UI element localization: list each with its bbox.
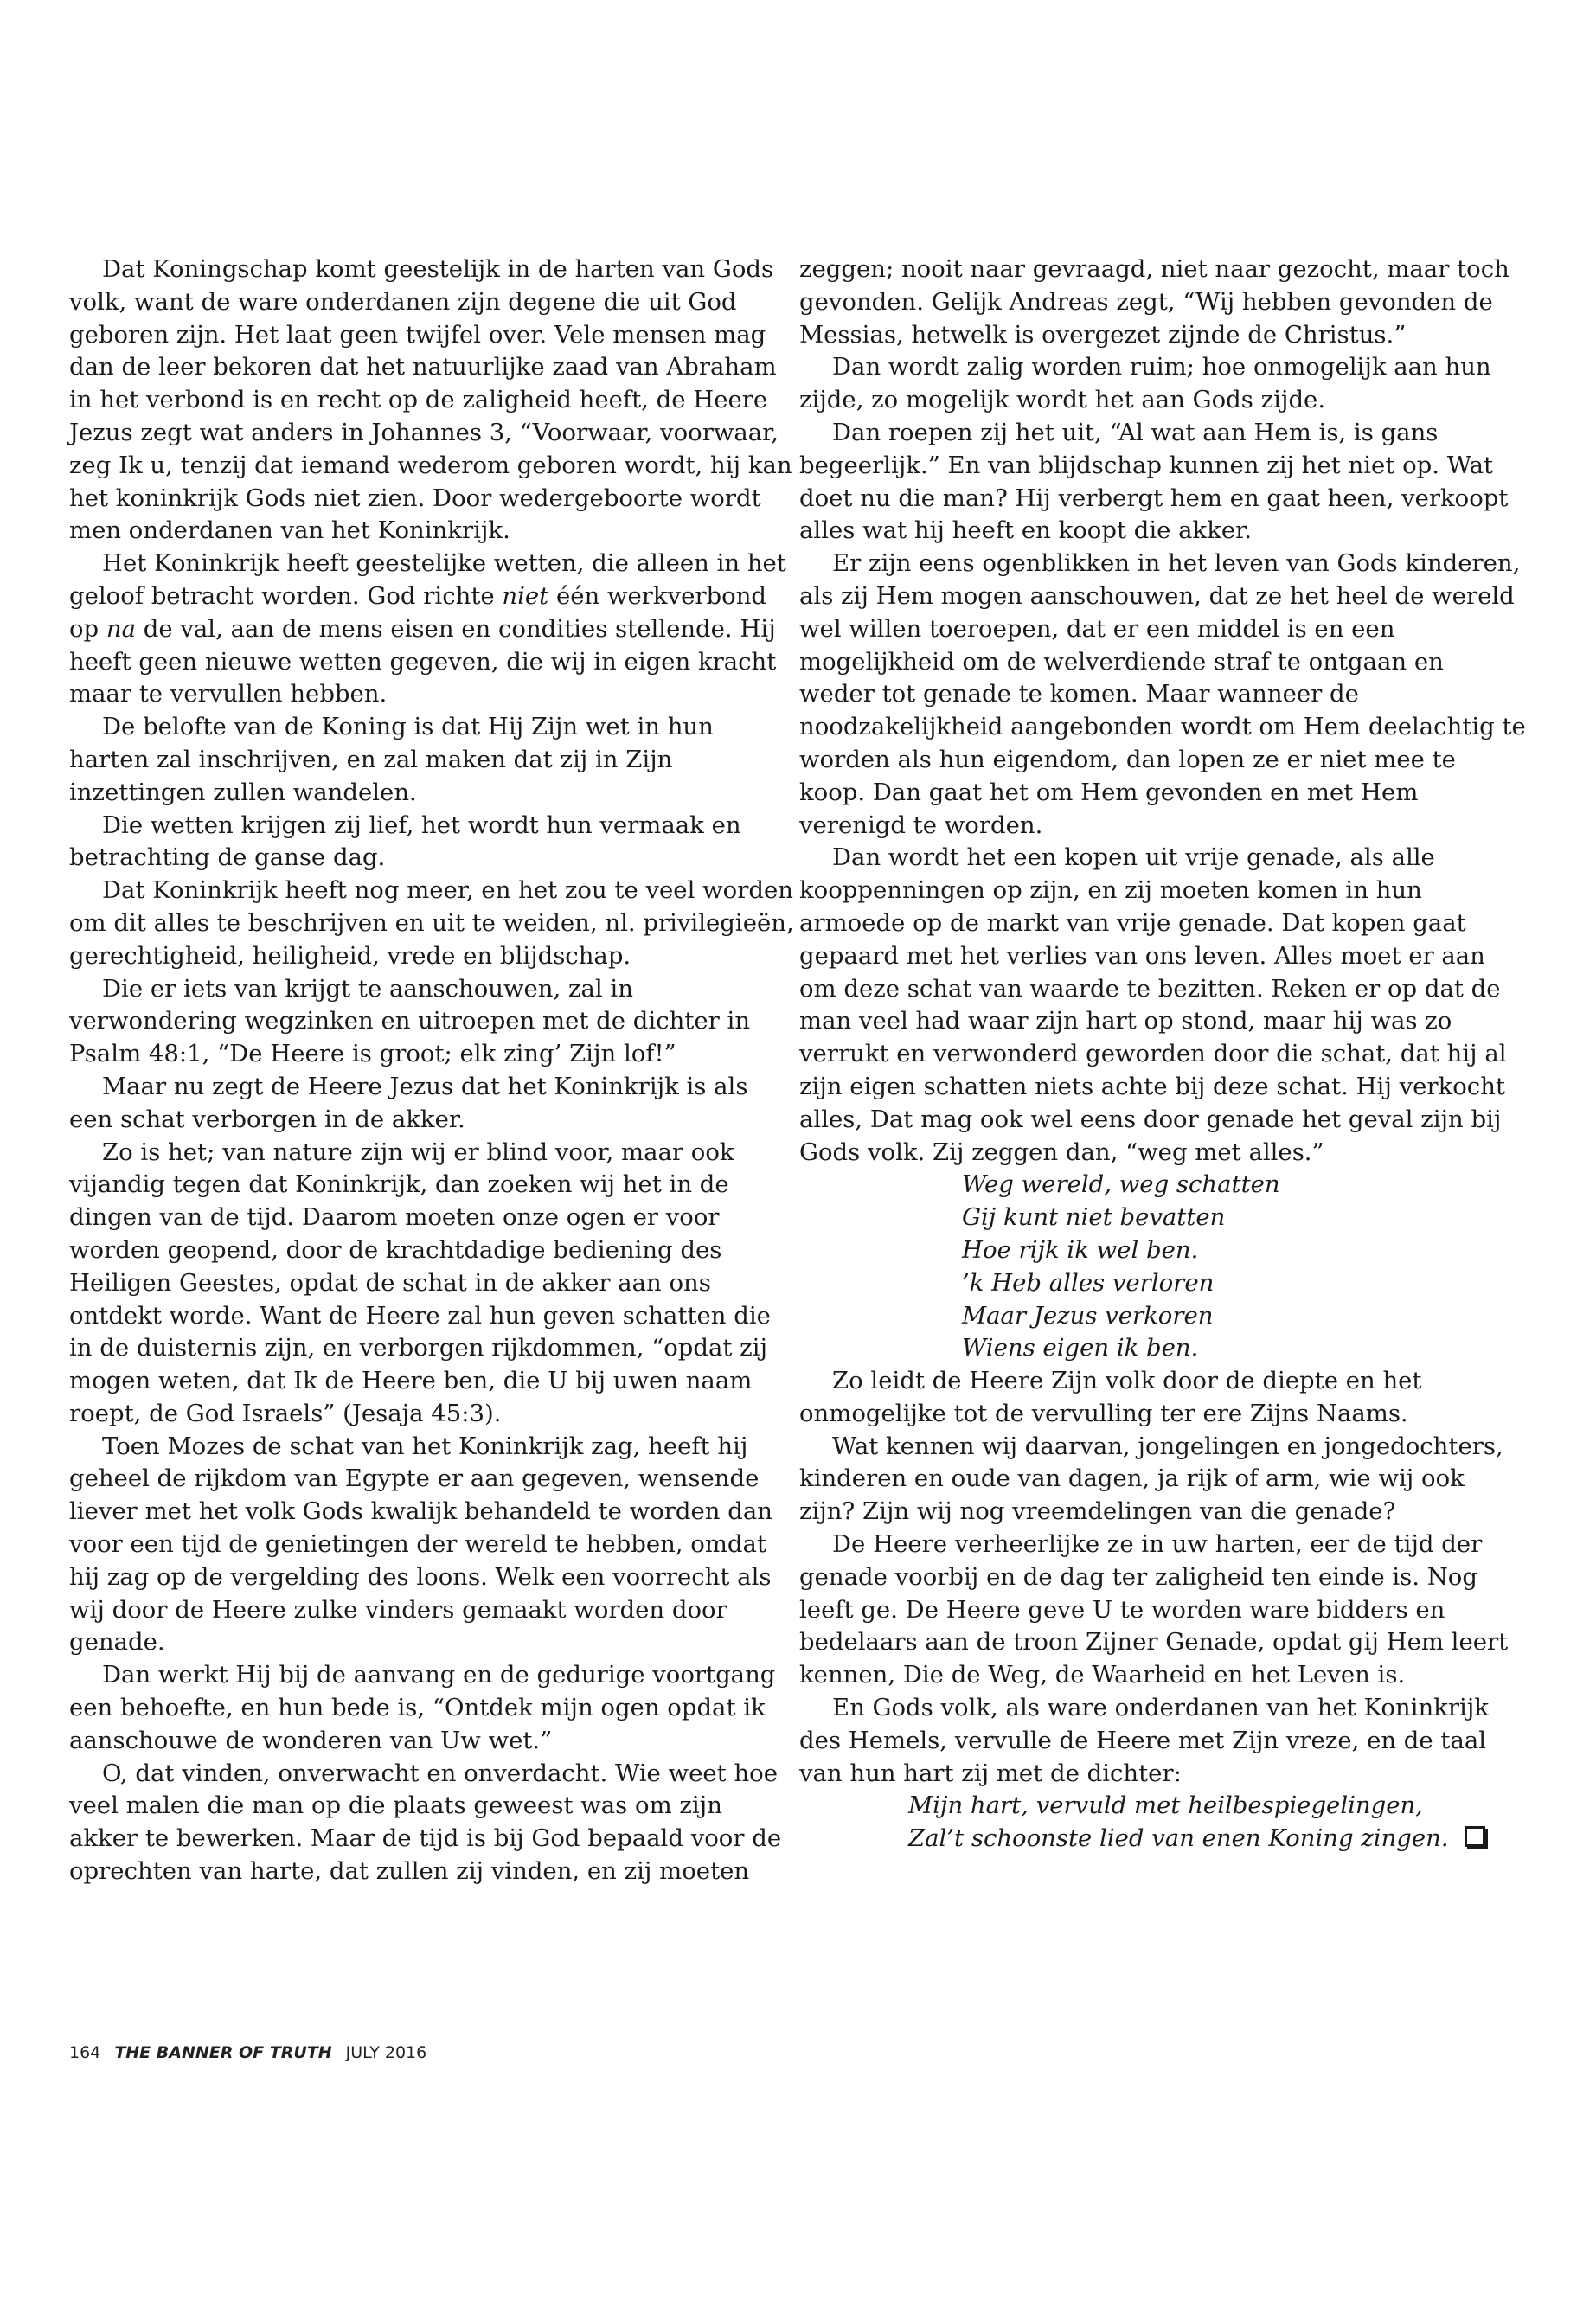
paragraph: Zo leidt de Heere Zijn volk door de diepte en het onmogelijke tot de vervulling ter ere Zijns Naams.	[799, 1367, 1422, 1427]
paragraph: Dan wordt zalig worden ruim; hoe onmogelijk aan hun zijde, zo mogelijk wordt het aan Gods zijde.	[799, 353, 1491, 414]
paragraph: Die er iets van krijgt te aanschouwen, zal in verwondering wegzinken en uitroepen met de dichter in Psalm 48:1, “De Heere is groot; elk zing’ Zijn lof!”	[69, 974, 751, 1068]
paragraph: Dan roepen zij het uit, “Al wat aan Hem is, is gans begeerlijk.” En van blijdschap kunnen zij het niet op. Wat doet nu die man? Hij verbergt hem en gaat heen, verkoopt alles wat hij heeft en koopt die akker.	[799, 418, 1509, 545]
paragraph: O, dat vinden, onverwacht en onverdacht. Wie weet hoe veel malen die man op die plaats geweest was om zijn akker te bewerken. Maar de tijd is bij God bepaald voor de oprechten van harte, dat zullen zij vinden, en zij moeten	[69, 1759, 782, 1886]
poem-stanza	[799, 1169, 1526, 1365]
poem-line-last	[908, 1823, 1526, 1856]
paragraph: Maar nu zegt de Heere Jezus dat het Koninkrijk is als een schat verborgen in de akker.	[69, 1072, 748, 1133]
emphasis: niet	[502, 581, 549, 610]
paragraph: En Gods volk, als ware onderdanen van het Koninkrijk des Hemels, vervulle de Heere met Zijn vreze, en de taal van hun hart zij met de dichter:	[799, 1694, 1489, 1787]
paragraph: Dat Koningschap komt geestelijk in de harten van Gods volk, want de ware onderdanen zijn degene die uit God geboren zijn. Het laat geen twijfel over. Vele mensen mag dan de leer bekoren dat het natuurlijke zaad van Abraham in het verbond is en recht op de zaligheid heeft, de Heere Jezus zegt wat anders in Johannes 3, “Voorwaar, voorwaar, zeg Ik u, tenzij dat iemand wederom geboren wordt, hij kan het koninkrijk Gods niet zien. Door wedergeboorte wordt men onderdanen van het Koninkrijk.	[69, 255, 792, 545]
end-of-article-box-icon	[1465, 1826, 1485, 1847]
right-column	[799, 253, 1526, 1856]
text-run: de val, aan de mens eisen en condities stellende. Hij heeft geen nieuwe wetten gegeven, die wij in eigen kracht maar te vervullen hebben.	[69, 614, 777, 708]
paragraph: De belofte van de Koning is dat Hij Zijn wet in hun harten zal inschrijven, en zal maken dat zij in Zijn inzettingen zullen wandelen.	[69, 713, 714, 806]
paragraph: Dan werkt Hij bij de aanvang en de gedurige voortgang een behoefte, en hun bede is, “Ontdek mijn ogen opdat ik aanschouwe de wonderen van Uw wet.”	[69, 1661, 776, 1754]
page-number: 164	[69, 2043, 101, 2062]
paragraph: Wat kennen wij daarvan, jongelingen en jongedochters, kinderen en oude van dagen, ja rijk of arm, wie wij ook zijn? Zijn wij nog vreemdelingen van die genade?	[799, 1432, 1503, 1526]
paragraph: Er zijn eens ogenblikken in het leven van Gods kinderen, als zij Hem mogen aanschouwen, dat ze het heel de wereld wel willen toeroepen, dat er een middel is en een mogelijkheid om de welverdiende straf te ontgaan en weder tot genade te komen. Maar wanneer de noodzakelijkheid aangebonden wordt om Hem deelachtig te worden als hun eigendom, dan lopen ze er niet mee te koop. Dan gaat het om Hem gevonden en met Hem verenigd te worden.	[799, 549, 1526, 839]
poem-line: Wiens eigen ik ben.	[962, 1334, 1199, 1362]
poem-line: Weg wereld, weg schatten	[962, 1170, 1280, 1199]
poem-line-text: Zal’t schoonste lied van enen Koning zingen.	[908, 1824, 1449, 1853]
paragraph: De Heere verheerlijke ze in uw harten, eer de tijd der genade voorbij en de dag ter zaligheid ten einde is. Nog leeft ge. De Heere geve U te worden ware bidders en bedelaars aan de troon Zijner Genade, opdat gij Hem leert kennen, Die de Weg, de Waarheid en het Leven is.	[799, 1530, 1509, 1689]
poem-line: Mijn hart, vervuld met heilbespiegelingen,	[908, 1791, 1423, 1820]
closing-couplet	[799, 1790, 1526, 1856]
text-run: Het Koninkrijk heeft geestelijke wetten, die alleen in het geloof betracht worden. God richte	[69, 549, 786, 610]
paragraph-continued: zeggen; nooit naar gevraagd, niet naar gezocht, maar toch gevonden. Gelijk Andreas zegt, “Wij hebben gevonden de Messias, hetwelk is overgezet zijnde de Christus.”	[799, 255, 1509, 349]
emphasis: na	[106, 614, 137, 643]
paragraph: Dan wordt het een kopen uit vrije genade, als alle kooppenningen op zijn, en zij moeten komen in hun armoede op de markt van vrije genade. Dat kopen gaat gepaard met het verlies van ons leven. Alles moet er aan om deze schat van waarde te bezitten. Reken er op dat de man veel had waar zijn hart op stond, maar hij was zo verrukt en verwonderd geworden door die schat, dat hij al zijn eigen schatten niets achte bij deze schat. Hij verkocht alles, Dat mag ook wel eens door genade het geval zijn bij Gods volk. Zij zeggen dan, “weg met alles.”	[799, 843, 1507, 1166]
poem-line: Hoe rijk ik wel ben.	[962, 1235, 1199, 1264]
page-footer	[69, 2043, 426, 2062]
paragraph	[69, 548, 796, 711]
issue-date: JULY 2016	[345, 2043, 427, 2062]
poem-line: Gij kunt niet bevatten	[962, 1203, 1226, 1232]
magazine-title: THE BANNER OF TRUTH	[114, 2043, 332, 2062]
paragraph: Dat Koninkrijk heeft nog meer, en het zou te veel worden om dit alles te beschrijven en uit te weiden, nl. privilegieën, gerechtigheid, heiligheid, vrede en blijdschap.	[69, 876, 794, 970]
paragraph: Zo is het; van nature zijn wij er blind voor, maar ook vijandig tegen dat Koninkrijk, dan zoeken wij het in de dingen van de tijd. Daarom moeten onze ogen er voor worden geopend, door de krachtdadige bediening des Heiligen Geestes, opdat de schat in de akker aan ons ontdekt worde. Want de Heere zal hun geven schatten die in de duisternis zijn, en verborgen rijkdommen, “opdat zij mogen weten, dat Ik de Heere ben, die U bij uwen naam roept, de God Israels” (Jesaja 45:3).	[69, 1138, 771, 1427]
left-column	[69, 253, 796, 1888]
text-run: één werkverbond op	[69, 581, 767, 643]
paragraph: Toen Mozes de schat van het Koninkrijk zag, heeft hij geheel de rijkdom van Egypte er aan gegeven, wensende liever met het volk Gods kwalijk behandeld te worden dan voor een tijd de genietingen der wereld te hebben, omdat hij zag op de vergelding des loons. Welk een voorrecht als wij door de Heere zulke vinders gemaakt worden door genade.	[69, 1432, 772, 1657]
poem-line: Maar Jezus verkoren	[962, 1301, 1214, 1330]
poem-line: ’k Heb alles verloren	[962, 1268, 1215, 1297]
paragraph: Die wetten krijgen zij lief, het wordt hun vermaak en betrachting de ganse dag.	[69, 811, 741, 872]
